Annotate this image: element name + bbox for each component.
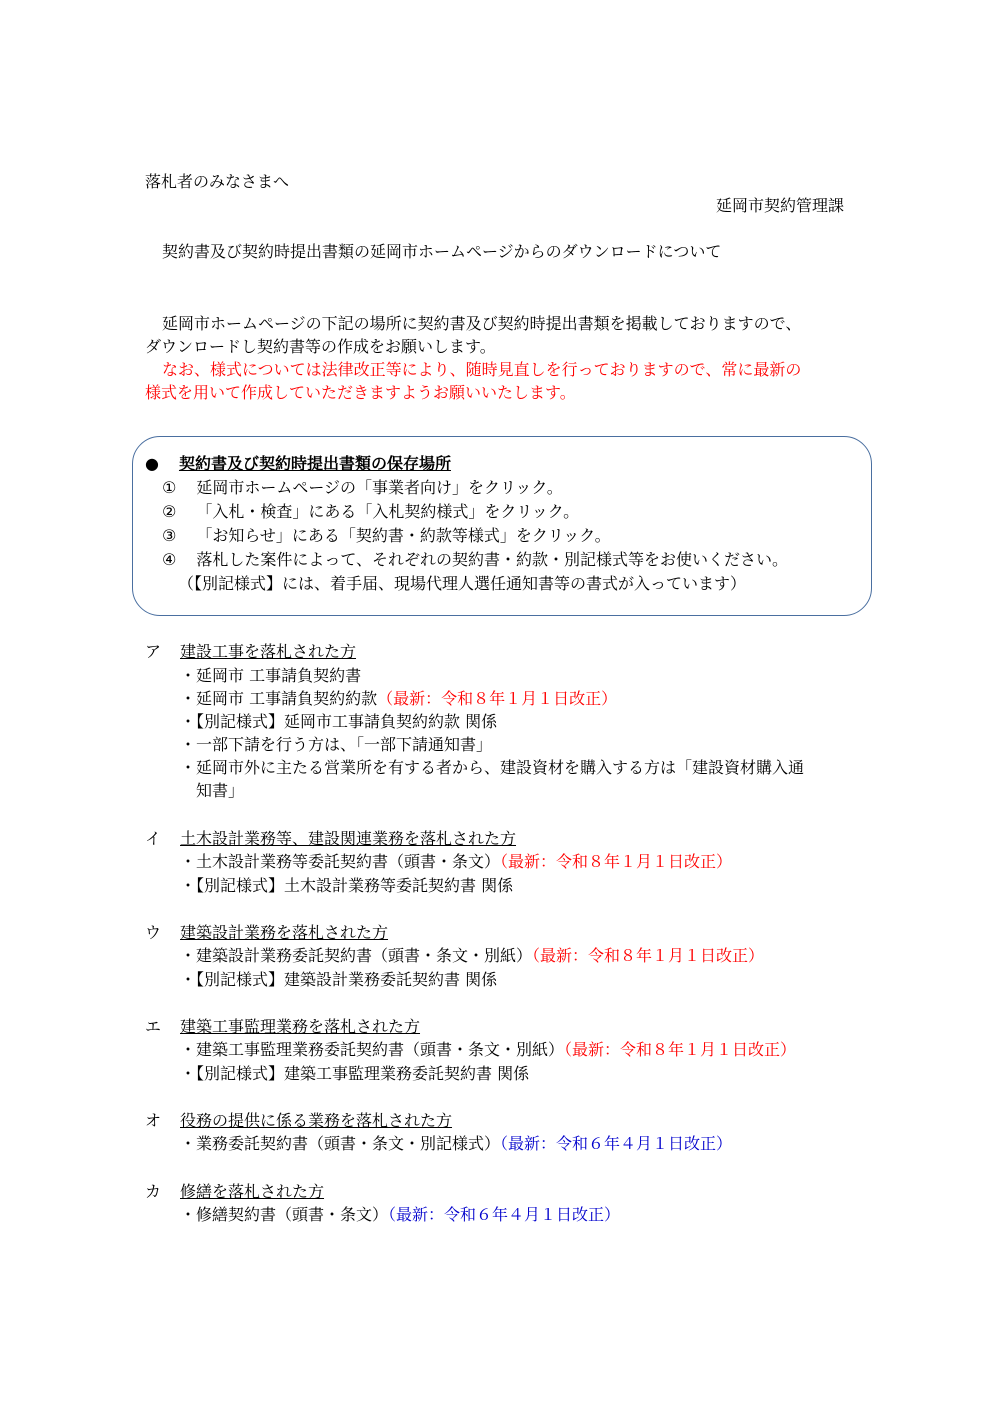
box-remark: （【別記様式】には、着手届、現場代理人選任通知書等の書式が入っています）: [178, 574, 747, 593]
recipient-line: 落札者のみなさまへ: [145, 172, 290, 191]
section-ka-heading: [145, 1180, 324, 1204]
item-text: ・【別記様式】延岡市工事請負契約約款 関係: [180, 712, 498, 731]
list-item: [180, 874, 513, 898]
item-text: ・土木設計業務等委託契約書（頭書・条文）: [180, 852, 501, 871]
list-item: [180, 710, 497, 734]
section-letter: オ: [145, 1111, 162, 1130]
section-i-heading: [145, 827, 516, 851]
box-heading: [145, 452, 451, 476]
section-letter: ア: [145, 642, 162, 661]
list-item: [180, 1038, 796, 1062]
step-4: [162, 548, 788, 572]
item-text: ・修繕契約書（頭書・条文）: [180, 1205, 389, 1224]
step-2: [162, 500, 579, 524]
intro-note-line-2: 様式を用いて作成していただきますようお願いいたします。: [145, 383, 576, 402]
list-item: [180, 664, 361, 688]
item-text: ・建築工事監理業務委託契約書（頭書・条文・別紙）: [180, 1040, 565, 1059]
step-1: [162, 476, 563, 500]
section-e-heading: [145, 1015, 420, 1039]
revision-note: （最新：令和６年４月１日改正）: [388, 1205, 621, 1224]
section-title: 建築工事監理業務を落札された方: [180, 1017, 421, 1036]
section-title: 建築設計業務を落札された方: [180, 923, 389, 942]
list-item: [180, 1203, 620, 1227]
step-number: ④: [162, 550, 177, 569]
section-title: 土木設計業務等、建設関連業務を落札された方: [180, 829, 517, 848]
revision-note: （最新：令和８年１月１日改正）: [500, 852, 733, 871]
section-letter: イ: [145, 829, 162, 848]
section-letter: エ: [145, 1017, 162, 1036]
section-title: 修繕を落札された方: [180, 1182, 325, 1201]
step-text: 延岡市ホームページの「事業者向け」をクリック。: [196, 478, 563, 497]
step-number: ③: [162, 526, 177, 545]
section-u-heading: [145, 921, 388, 945]
list-item: [180, 850, 732, 874]
bullet-icon: ●: [145, 454, 159, 473]
list-item: [180, 756, 804, 780]
revision-note: （最新：令和８年１月１日改正）: [532, 946, 765, 965]
list-item-continuation: 知書」: [196, 781, 245, 800]
list-item: [180, 1062, 529, 1086]
section-o-heading: [145, 1109, 452, 1133]
intro-note-line-1: なお、様式については法律改正等により、随時見直しを行っておりますので、常に最新の: [162, 360, 802, 379]
item-text: ・業務委託契約書（頭書・条文・別記様式）: [180, 1134, 501, 1153]
revision-note: （最新：令和６年４月１日改正）: [500, 1134, 733, 1153]
item-text: ・【別記様式】土木設計業務等委託契約書 関係: [180, 876, 514, 895]
section-title: 役務の提供に係る業務を落札された方: [180, 1111, 453, 1130]
list-item: [180, 968, 497, 992]
step-text: 「お知らせ」にある「契約書・約款等様式」をクリック。: [196, 526, 611, 545]
item-text: ・【別記様式】建築工事監理業務委託契約書 関係: [180, 1064, 530, 1083]
section-a-heading: [145, 640, 356, 664]
item-text: ・延岡市 工事請負契約約款: [180, 689, 378, 708]
revision-note: （最新：令和８年１月１日改正）: [377, 689, 618, 708]
sender-line: 延岡市契約管理課: [716, 196, 845, 215]
list-item: [180, 1132, 732, 1156]
section-letter: カ: [145, 1182, 162, 1201]
item-text: ・建築設計業務委託契約書（頭書・条文・別紙）: [180, 946, 533, 965]
intro-line-2: ダウンロードし契約書等の作成をお願いします。: [145, 337, 496, 356]
item-text: ・【別記様式】建築設計業務委託契約書 関係: [180, 970, 498, 989]
list-item: [180, 687, 617, 711]
revision-note: （最新：令和８年１月１日改正）: [564, 1040, 797, 1059]
step-text: 「入札・検査」にある「入札契約様式」をクリック。: [196, 502, 580, 521]
step-text: 落札した案件によって、それぞれの契約書・約款・別記様式等をお使いください。: [196, 550, 789, 569]
item-text: ・延岡市外に主たる営業所を有する者から、建設資材を購入する方は「建設資材購入通: [180, 758, 805, 777]
section-title: 建設工事を落札された方: [180, 642, 357, 661]
item-text: ・一部下請を行う方は、「一部下請通知書」: [180, 735, 493, 754]
step-number: ②: [162, 502, 177, 521]
step-3: [162, 524, 611, 548]
document-title: 契約書及び契約時提出書類の延岡市ホームページからのダウンロードについて: [162, 242, 722, 261]
intro-line-1: 延岡市ホームページの下記の場所に契約書及び契約時提出書類を掲載しておりますので、: [162, 314, 802, 333]
item-text: ・延岡市 工事請負契約書: [180, 666, 362, 685]
step-number: ①: [162, 478, 177, 497]
section-letter: ウ: [145, 923, 162, 942]
list-item: [180, 733, 492, 757]
box-heading-text: 契約書及び契約時提出書類の保存場所: [178, 454, 451, 473]
list-item: [180, 944, 764, 968]
